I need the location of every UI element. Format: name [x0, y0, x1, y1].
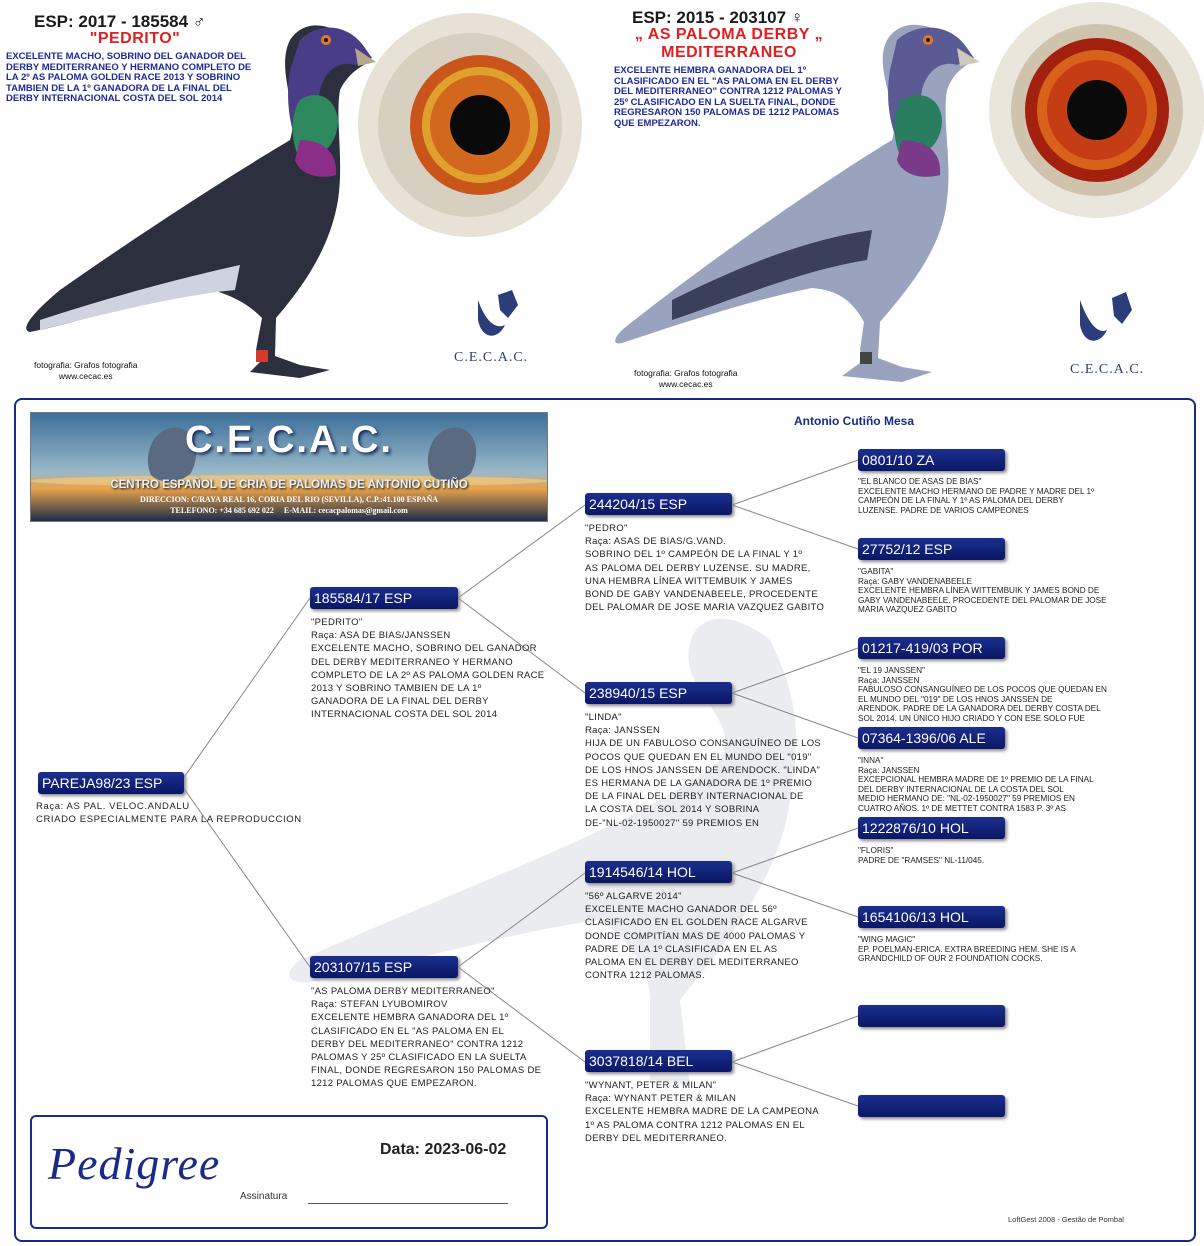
left-cecac-logo: C.E.C.A.C. — [454, 350, 529, 365]
right-bird-name-line1: „ AS PALOMA DERBY „ — [634, 26, 824, 43]
owner-name: Antonio Cutiño Mesa — [794, 414, 914, 428]
ssd-info: "GABITA" Raça: GABY VANDENABEELE EXCELENTE HEMBRA LÍNEA WITTEMBUIK Y JAMES BOND DE GABY VANDENABEELE. PROCEDENTE DEL PALOMAR DE JOSE MARIA VAZQUEZ GABITO — [858, 567, 1107, 615]
sds-info: "EL 19 JANSSEN" Raça: JANSSEN FABULOSO CONSANGUÍNEO DE LOS POCOS QUE QUEDAN EN EL MUNDO DEL "019" DE LOS HNOS JANSSEN DE ARENDOK. PADRE DE LA GANADORA DEL DERBY COSTA DEL SOL 2014. UN ÚNICO HIJO CRIADO Y CON ESE SOLO FUE — [858, 666, 1107, 723]
banner-contact: TELEFONO: +34 685 692 022 E-MAIL: cecacpalomas@gmail.com — [170, 506, 408, 515]
signature-label: Assinatura — [240, 1191, 288, 1202]
sd-info: "LINDA" Raça: JANSSEN HIJA DE UN FABULOSO CONSANGUÍNEO DE LOS POCOS QUE QUEDAN EN EL MUNDO DEL "019" DE LOS HNOS JANSSEN DE ARENDOCK. "LINDA" ES HERMANA DE LA GANADORA DE 1º PREMIO DE LA FINAL DEL DERBY INTERNACIONAL DE LA COSTA DEL SOL 2014 Y SOBRINA DE-"NL-02-1950027" 59 PREMIOS EN — [585, 712, 822, 829]
right-bird-description: EXCELENTE HEMBRA GANADORA DEL 1º CLASIFICADO EN EL "AS PALOMA EN EL DERBY DEL MEDITERRANEO" CONTRA 1212 PALOMAS Y 25º CLASIFICADO EN LA SUELTA FINAL, DONDE REGRESARON 150 PALOMAS DE 1212 PALOMAS QUE EMPEZARON. — [614, 65, 842, 129]
right-bird-ring: ESP: 2015 - 203107 ♀ — [632, 8, 804, 27]
right-photo-credit-line1: fotografia: Grafos fotografia — [634, 368, 738, 378]
banner-title: C.E.C.A.C. — [185, 419, 393, 461]
right-bird-name-line2: MEDITERRANEO — [661, 44, 797, 61]
sd-ring-box[interactable]: 238940/15 ESP — [585, 682, 732, 704]
dam-ring-box[interactable]: 203107/15 ESP — [310, 956, 458, 978]
subject-info: Raça: AS PAL. VELOC.ANDALU CRIADO ESPECIALMENTE PARA LA REPRODUCCION — [36, 801, 302, 826]
sire-info: "PEDRITO" Raça: ASA DE BIAS/JANSSEN EXCELENTE MACHO, SOBRINO DEL GANADOR DEL DERBY MEDITERRANEO Y HERMANO COMPLETO DE LA 2º AS PALOMA GOLDEN RACE 2013 Y SOBRINO TAMBIEN DE LA 1º GANADORA DE LA FINAL DEL DERBY INTERNACIONAL COSTA DEL SOL 2014 — [311, 617, 545, 721]
sdd-info: "INNA" Raça: JANSSEN EXCEPCIONAL HEMBRA MADRE DE 1º PREMIO DE LA FINAL DEL DERBY INTERNACIONAL DE LA COSTA DEL SOL MEDIO HERMANO DE: "NL-02-1950027" 59 PREMIOS EN CUATRO AÑOS. 1º DE METTET CONTRA 1583 P. 3º AS — [858, 756, 1094, 813]
dsd-ring-box[interactable]: 1654106/13 HOL — [858, 906, 1005, 928]
dd-ring-box[interactable]: 3037818/14 BEL — [585, 1050, 732, 1072]
ss-ring-box[interactable]: 244204/15 ESP — [585, 493, 732, 515]
dam-info: "AS PALOMA DERBY MEDITERRANEO" Raça: STEFAN LYUBOMIROV EXCELENTE HEMBRA GANADORA DEL 1º CLASIFICADO EN EL "AS PALOMA EN EL DERBY DEL MEDITERRANEO" CONTRA 1212 PALOMAS Y 25º CLASIFICADO EN LA SUELTA FINAL, DONDE REGRESARON 150 PALOMAS DE 1212 PALOMAS QUE EMPEZARON. — [311, 986, 542, 1090]
sire-ring-box[interactable]: 185584/17 ESP — [310, 587, 458, 609]
dd-info: "WYNANT, PETER & MILAN" Raça: WYNANT PETER & MILAN EXCELENTE HEMBRA MADRE DE LA CAMPEONA 1º AS PALOMA CONTRA 1212 PALOMAS EN EL DERBY DEL MEDITERRANEO. — [585, 1080, 819, 1144]
left-bird-ring: ESP: 2017 - 185584 ♂ — [34, 12, 206, 31]
dds-ring-box[interactable] — [858, 1005, 1005, 1027]
sdd-ring-box[interactable]: 07364-1396/06 ALE — [858, 727, 1005, 749]
dss-ring-box[interactable]: 1222876/10 HOL — [858, 817, 1005, 839]
dss-info: "FLORIS" PADRE DE "RAMSES" NL-11/045. — [858, 846, 985, 865]
ss-info: "PEDRO" Raça: ASAS DE BIAS/G.VAND. SOBRINO DEL 1º CAMPEÓN DE LA FINAL Y 1º AS PALOMA DEL DERBY LUZENSE. SU MADRE, UNA HEMBRA LÍNEA WITTEMBUIK Y JAMES BOND DE GABY VANDENABEELE, PROCEDENTE DEL PALOMAR DE JOSE MARIA VAZQUEZ GABITO — [585, 523, 825, 614]
pedigree-script-label: Pedigree — [48, 1138, 221, 1189]
left-bird-description: EXCELENTE MACHO, SOBRINO DEL GANADOR DEL DERBY MEDITERRANEO Y HERMANO COMPLETO DE LA 2º AS PALOMA GOLDEN RACE 2013 Y SOBRINO TAMBIEN DE LA 1º GANADORA DE LA FINAL DEL DERBY INTERNACIONAL COSTA DEL SOL 2014 — [6, 51, 252, 105]
dsd-info: "WING MAGIC" EP. POELMAN-ERICA. EXTRA BREEDING HEM. SHE IS A GRANDCHILD OF OUR 2 FOUNDATION COCKS. — [858, 935, 1076, 964]
ddd-ring-box[interactable] — [858, 1095, 1005, 1117]
signature-line[interactable] — [308, 1203, 508, 1204]
right-photo-credit-line2: www.cecac.es — [658, 379, 713, 389]
right-cecac-logo: C.E.C.A.C. — [1070, 362, 1145, 377]
subject-ring-box[interactable]: PAREJA98/23 ESP — [38, 772, 184, 794]
pedigree-card — [30, 1115, 548, 1229]
left-photo-credit-line1: fotografia: Grafos fotografia — [34, 360, 138, 370]
ds-info: "56º ALGARVE 2014" EXCELENTE MACHO GANADOR DEL 56º CLASIFICADO EN EL GOLDEN RACE ALGARVE DONDE COMPITÍAN MAS DE 4000 PALOMAS Y PADRE DE LA 1º CLASIFICADA EN EL AS PALOMA EN EL DERBY DEL MEDITERRANEO CONTRA 1212 PALOMAS. — [585, 891, 808, 982]
banner-address: DIRECCION: C/RAYA REAL 16, CORIA DEL RIO (SEVILLA), C.P.:41.100 ESPAÑA — [139, 495, 439, 504]
ssd-ring-box[interactable]: 27752/12 ESP — [858, 538, 1005, 560]
banner-subtitle: CENTRO ESPAÑOL DE CRIA DE PALOMAS DE ANTONIO CUTIÑO — [110, 479, 468, 491]
ds-ring-box[interactable]: 1914546/14 HOL — [585, 861, 732, 883]
software-credit: LoftGest 2008 - Gestão de Pombal — [1008, 1215, 1124, 1224]
sss-ring-box[interactable]: 0801/10 ZA — [858, 449, 1005, 471]
left-photo-credit-line2: www.cecac.es — [58, 371, 113, 381]
left-bird-name: "PEDRITO" — [89, 30, 181, 47]
sds-ring-box[interactable]: 01217-419/03 POR — [858, 637, 1005, 659]
pedigree-date: Data: 2023-06-02 — [380, 1141, 507, 1158]
sss-info: "EL BLANCO DE ASAS DE BIAS" EXCELENTE MACHO HERMANO DE PADRE Y MADRE DEL 1º CAMPEÓN DE LA FINAL Y 1º AS PALOMA DEL DERBY LUZENSE. PADRE DE VARIOS CAMPEONES — [858, 477, 1095, 515]
cecac-banner — [30, 412, 548, 522]
